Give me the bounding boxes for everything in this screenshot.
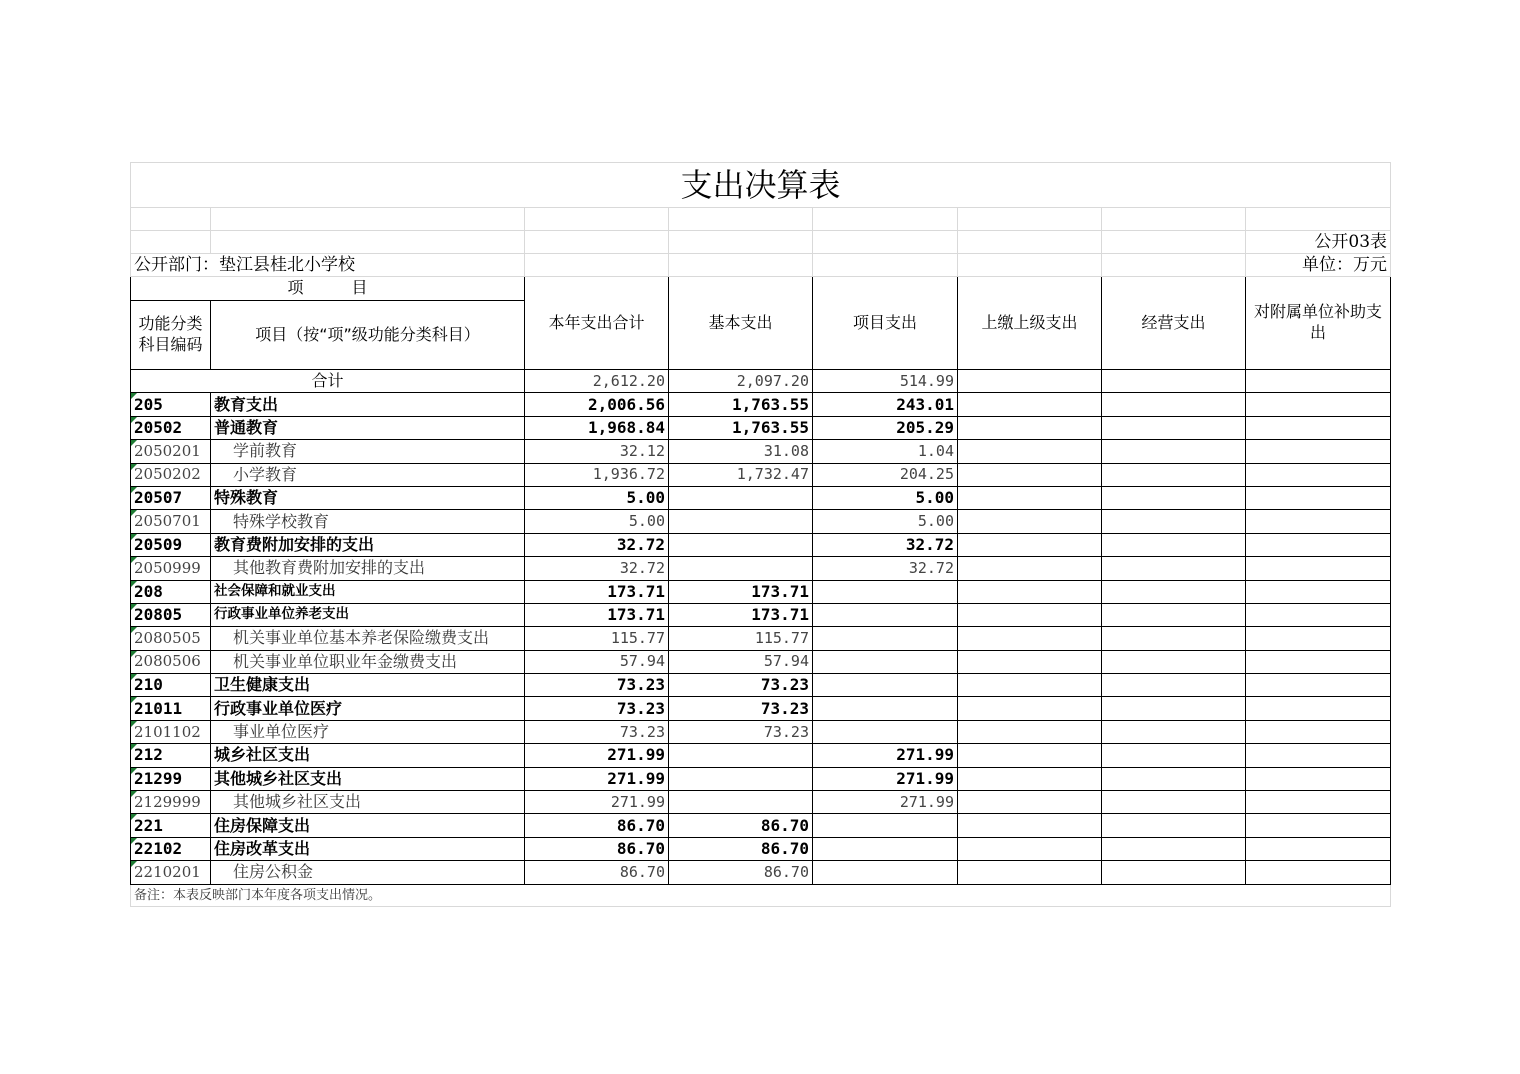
row-code: 208 bbox=[131, 580, 211, 603]
row-project bbox=[813, 814, 958, 837]
row-project: 32.72 bbox=[813, 557, 958, 580]
row-code: 22102 bbox=[131, 837, 211, 860]
empty-cell bbox=[958, 463, 1102, 486]
empty-cell bbox=[1246, 744, 1391, 767]
row-name: 教育费附加安排的支出 bbox=[211, 533, 525, 556]
row-total: 32.72 bbox=[525, 557, 669, 580]
row-basic: 86.70 bbox=[669, 814, 813, 837]
empty-cell bbox=[1246, 510, 1391, 533]
row-code: 20502 bbox=[131, 416, 211, 439]
empty-cell bbox=[1102, 393, 1246, 416]
empty-cell bbox=[1102, 510, 1246, 533]
empty-cell bbox=[1102, 580, 1246, 603]
empty-cell bbox=[1102, 861, 1246, 884]
row-total: 73.23 bbox=[525, 697, 669, 720]
table-row bbox=[131, 837, 1391, 860]
row-name: 住房公积金 bbox=[211, 861, 525, 884]
row-total: 115.77 bbox=[525, 627, 669, 650]
table-row bbox=[131, 580, 1391, 603]
row-basic: 31.08 bbox=[669, 440, 813, 463]
row-total: 5.00 bbox=[525, 510, 669, 533]
row-name: 机关事业单位基本养老保险缴费支出 bbox=[211, 627, 525, 650]
row-project bbox=[813, 580, 958, 603]
empty-cell bbox=[958, 440, 1102, 463]
row-name: 其他教育费附加安排的支出 bbox=[211, 557, 525, 580]
row-project bbox=[813, 837, 958, 860]
table-row bbox=[131, 557, 1391, 580]
row-project bbox=[813, 720, 958, 743]
row-total: 73.23 bbox=[525, 674, 669, 697]
row-project bbox=[813, 697, 958, 720]
row-name: 住房改革支出 bbox=[211, 837, 525, 860]
row-name: 教育支出 bbox=[211, 393, 525, 416]
empty-cell bbox=[1102, 697, 1246, 720]
empty-cell bbox=[1246, 791, 1391, 814]
empty-cell bbox=[1102, 837, 1246, 860]
empty-cell bbox=[958, 650, 1102, 673]
row-total: 32.12 bbox=[525, 440, 669, 463]
row-basic: 73.23 bbox=[669, 674, 813, 697]
table-row bbox=[131, 463, 1391, 486]
row-total: 86.70 bbox=[525, 861, 669, 884]
row-project: 205.29 bbox=[813, 416, 958, 439]
row-code: 21299 bbox=[131, 767, 211, 790]
row-name: 行政事业单位养老支出 bbox=[211, 603, 525, 626]
empty-cell bbox=[958, 393, 1102, 416]
table-row bbox=[131, 393, 1391, 416]
form-number: 公开03表 bbox=[1246, 231, 1391, 254]
empty-cell bbox=[1246, 650, 1391, 673]
row-project bbox=[813, 603, 958, 626]
header-subsidy: 对附属单位补助支出 bbox=[1246, 277, 1391, 370]
row-name: 特殊学校教育 bbox=[211, 510, 525, 533]
empty-cell bbox=[958, 580, 1102, 603]
empty-cell bbox=[1246, 580, 1391, 603]
row-basic: 73.23 bbox=[669, 720, 813, 743]
table-row bbox=[131, 697, 1391, 720]
empty-cell bbox=[1102, 416, 1246, 439]
row-project: 271.99 bbox=[813, 791, 958, 814]
empty-cell bbox=[958, 674, 1102, 697]
row-total: 57.94 bbox=[525, 650, 669, 673]
row-name: 住房保障支出 bbox=[211, 814, 525, 837]
row-project: 204.25 bbox=[813, 463, 958, 486]
empty-cell bbox=[958, 791, 1102, 814]
total-row bbox=[131, 370, 1391, 393]
expenditure-table bbox=[130, 162, 1391, 907]
row-basic bbox=[669, 791, 813, 814]
empty-cell bbox=[1102, 650, 1246, 673]
row-total: 271.99 bbox=[525, 791, 669, 814]
row-project: 32.72 bbox=[813, 533, 958, 556]
row-project bbox=[813, 627, 958, 650]
empty-cell bbox=[1246, 533, 1391, 556]
row-name: 学前教育 bbox=[211, 440, 525, 463]
total-amount: 2,612.20 bbox=[525, 370, 669, 393]
empty-cell bbox=[1102, 744, 1246, 767]
table-row bbox=[131, 861, 1391, 884]
row-name: 城乡社区支出 bbox=[211, 744, 525, 767]
empty-cell bbox=[1246, 440, 1391, 463]
header-upper: 上缴上级支出 bbox=[958, 277, 1102, 370]
row-basic bbox=[669, 510, 813, 533]
table-row bbox=[131, 814, 1391, 837]
row-project: 243.01 bbox=[813, 393, 958, 416]
row-name: 行政事业单位医疗 bbox=[211, 697, 525, 720]
row-total: 1,936.72 bbox=[525, 463, 669, 486]
empty-cell bbox=[1102, 440, 1246, 463]
table-row bbox=[131, 486, 1391, 509]
row-total: 173.71 bbox=[525, 603, 669, 626]
table-row bbox=[131, 744, 1391, 767]
empty-cell bbox=[1102, 720, 1246, 743]
row-total: 1,968.84 bbox=[525, 416, 669, 439]
row-name: 小学教育 bbox=[211, 463, 525, 486]
row-name: 其他城乡社区支出 bbox=[211, 767, 525, 790]
empty-cell bbox=[1246, 837, 1391, 860]
header-project-expense: 项目支出 bbox=[813, 277, 958, 370]
row-basic: 73.23 bbox=[669, 697, 813, 720]
empty-cell bbox=[1246, 767, 1391, 790]
row-basic: 86.70 bbox=[669, 861, 813, 884]
row-basic: 173.71 bbox=[669, 580, 813, 603]
expenditure-sheet bbox=[130, 162, 1390, 907]
row-project bbox=[813, 674, 958, 697]
empty-cell bbox=[1246, 720, 1391, 743]
row-total: 2,006.56 bbox=[525, 393, 669, 416]
empty-cell bbox=[1102, 603, 1246, 626]
empty-cell bbox=[958, 416, 1102, 439]
row-basic: 1,763.55 bbox=[669, 393, 813, 416]
row-project: 271.99 bbox=[813, 744, 958, 767]
row-project: 5.00 bbox=[813, 510, 958, 533]
table-row bbox=[131, 720, 1391, 743]
empty-cell bbox=[1102, 486, 1246, 509]
empty-cell bbox=[1102, 791, 1246, 814]
header-name: 项目（按“项”级功能分类科目） bbox=[211, 301, 525, 370]
empty-cell bbox=[958, 767, 1102, 790]
row-code: 2050201 bbox=[131, 440, 211, 463]
row-name: 其他城乡社区支出 bbox=[211, 791, 525, 814]
empty-cell bbox=[958, 510, 1102, 533]
row-code: 212 bbox=[131, 744, 211, 767]
row-basic: 173.71 bbox=[669, 603, 813, 626]
row-total: 5.00 bbox=[525, 486, 669, 509]
total-label: 合计 bbox=[131, 370, 525, 393]
row-code: 21011 bbox=[131, 697, 211, 720]
empty-cell bbox=[1246, 486, 1391, 509]
empty-cell bbox=[1102, 533, 1246, 556]
row-code: 210 bbox=[131, 674, 211, 697]
row-basic: 86.70 bbox=[669, 837, 813, 860]
empty-cell bbox=[1102, 627, 1246, 650]
row-code: 2080505 bbox=[131, 627, 211, 650]
row-total: 86.70 bbox=[525, 814, 669, 837]
header-business: 经营支出 bbox=[1102, 277, 1246, 370]
table-row bbox=[131, 603, 1391, 626]
header-project: 项 目 bbox=[131, 277, 525, 301]
empty-cell bbox=[1102, 814, 1246, 837]
row-basic bbox=[669, 533, 813, 556]
row-code: 20509 bbox=[131, 533, 211, 556]
empty-cell bbox=[958, 627, 1102, 650]
header-basic: 基本支出 bbox=[669, 277, 813, 370]
row-project: 5.00 bbox=[813, 486, 958, 509]
row-basic: 1,763.55 bbox=[669, 416, 813, 439]
row-total: 271.99 bbox=[525, 744, 669, 767]
empty-cell bbox=[1246, 697, 1391, 720]
empty-cell bbox=[1102, 463, 1246, 486]
row-basic bbox=[669, 557, 813, 580]
empty-cell bbox=[958, 697, 1102, 720]
empty-cell bbox=[958, 603, 1102, 626]
empty-cell bbox=[1246, 814, 1391, 837]
empty-cell bbox=[1246, 627, 1391, 650]
row-basic bbox=[669, 767, 813, 790]
table-note: 备注：本表反映部门本年度各项支出情况。 bbox=[131, 884, 1391, 906]
department-label: 公开部门：垫江县桂北小学校 bbox=[131, 254, 525, 277]
row-code: 2101102 bbox=[131, 720, 211, 743]
row-code: 2080506 bbox=[131, 650, 211, 673]
table-row bbox=[131, 767, 1391, 790]
empty-cell bbox=[958, 814, 1102, 837]
table-row bbox=[131, 650, 1391, 673]
empty-cell bbox=[1246, 557, 1391, 580]
row-basic bbox=[669, 744, 813, 767]
row-total: 173.71 bbox=[525, 580, 669, 603]
row-name: 社会保障和就业支出 bbox=[211, 580, 525, 603]
row-code: 2050701 bbox=[131, 510, 211, 533]
table-row bbox=[131, 416, 1391, 439]
empty-cell bbox=[958, 744, 1102, 767]
empty-cell bbox=[1102, 767, 1246, 790]
header-total: 本年支出合计 bbox=[525, 277, 669, 370]
empty-cell bbox=[1246, 674, 1391, 697]
row-project bbox=[813, 861, 958, 884]
row-code: 20805 bbox=[131, 603, 211, 626]
row-code: 20507 bbox=[131, 486, 211, 509]
empty-cell bbox=[958, 720, 1102, 743]
row-basic: 115.77 bbox=[669, 627, 813, 650]
row-project: 1.04 bbox=[813, 440, 958, 463]
empty-cell bbox=[1246, 463, 1391, 486]
table-row bbox=[131, 533, 1391, 556]
row-total: 32.72 bbox=[525, 533, 669, 556]
total-project: 514.99 bbox=[813, 370, 958, 393]
row-basic bbox=[669, 486, 813, 509]
row-code: 205 bbox=[131, 393, 211, 416]
row-code: 2210201 bbox=[131, 861, 211, 884]
row-name: 卫生健康支出 bbox=[211, 674, 525, 697]
row-total: 86.70 bbox=[525, 837, 669, 860]
unit-label: 单位：万元 bbox=[1246, 254, 1391, 277]
row-project bbox=[813, 650, 958, 673]
empty-cell bbox=[958, 837, 1102, 860]
row-basic: 1,732.47 bbox=[669, 463, 813, 486]
empty-cell bbox=[958, 557, 1102, 580]
row-name: 特殊教育 bbox=[211, 486, 525, 509]
empty-cell bbox=[1246, 416, 1391, 439]
empty-cell bbox=[958, 533, 1102, 556]
row-code: 221 bbox=[131, 814, 211, 837]
table-row bbox=[131, 440, 1391, 463]
table-row bbox=[131, 627, 1391, 650]
row-code: 2129999 bbox=[131, 791, 211, 814]
table-row bbox=[131, 674, 1391, 697]
table-row bbox=[131, 791, 1391, 814]
empty-cell bbox=[1246, 393, 1391, 416]
table-row bbox=[131, 510, 1391, 533]
header-code: 功能分类科目编码 bbox=[131, 301, 211, 370]
empty-cell bbox=[1246, 861, 1391, 884]
row-name: 事业单位医疗 bbox=[211, 720, 525, 743]
row-name: 普通教育 bbox=[211, 416, 525, 439]
row-project: 271.99 bbox=[813, 767, 958, 790]
row-total: 271.99 bbox=[525, 767, 669, 790]
empty-cell bbox=[1102, 674, 1246, 697]
empty-cell bbox=[1246, 603, 1391, 626]
row-code: 2050999 bbox=[131, 557, 211, 580]
row-total: 73.23 bbox=[525, 720, 669, 743]
empty-cell bbox=[958, 861, 1102, 884]
row-name: 机关事业单位职业年金缴费支出 bbox=[211, 650, 525, 673]
row-code: 2050202 bbox=[131, 463, 211, 486]
total-basic: 2,097.20 bbox=[669, 370, 813, 393]
empty-cell bbox=[1102, 557, 1246, 580]
sheet-title: 支出决算表 bbox=[131, 163, 1391, 208]
row-basic: 57.94 bbox=[669, 650, 813, 673]
empty-cell bbox=[958, 486, 1102, 509]
